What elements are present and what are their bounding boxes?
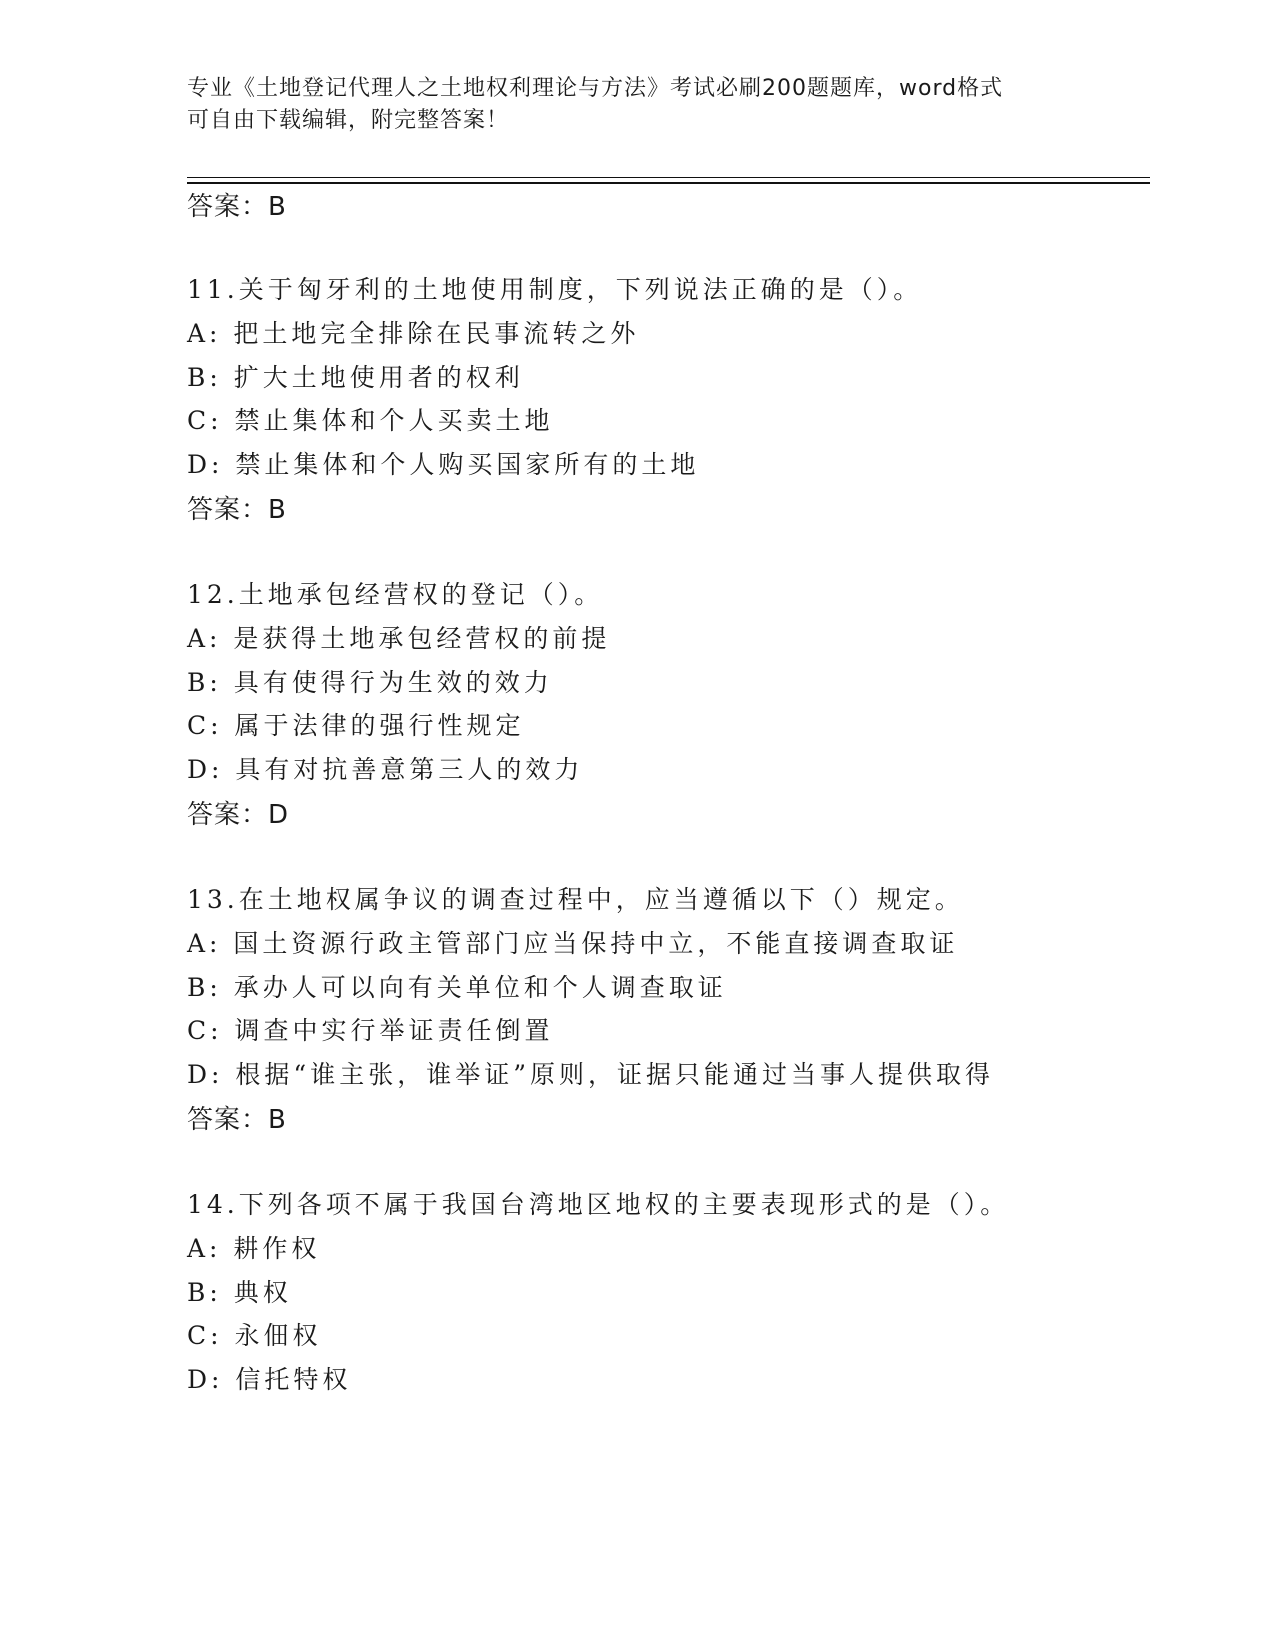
question-14-option-a: A: 耕作权 bbox=[187, 1234, 321, 1263]
header-line-2: 可自由下载编辑，附完整答案！ bbox=[187, 108, 510, 133]
question-11-option-c: C: 禁止集体和个人买卖土地 bbox=[187, 406, 554, 435]
question-12-stem: 12.土地承包经营权的登记（）。 bbox=[187, 580, 604, 609]
question-14-stem: 14.下列各项不属于我国台湾地区地权的主要表现形式的是（）。 bbox=[187, 1190, 1010, 1219]
question-11-stem: 11.关于匈牙利的土地使用制度，下列说法正确的是（）。 bbox=[187, 275, 923, 304]
question-12-option-c: C: 属于法律的强行性规定 bbox=[187, 711, 525, 740]
question-14-option-d: D: 信托特权 bbox=[187, 1365, 352, 1394]
document-header bbox=[187, 73, 1067, 137]
question-13-option-b: B: 承办人可以向有关单位和个人调查取证 bbox=[187, 973, 727, 1002]
header-divider-thin bbox=[187, 177, 1150, 178]
question-12-option-a: A: 是获得土地承包经营权的前提 bbox=[187, 624, 611, 653]
header-divider-thick bbox=[187, 182, 1150, 184]
question-13-option-c: C: 调查中实行举证责任倒置 bbox=[187, 1016, 554, 1045]
question-14-option-b: B: 典权 bbox=[187, 1278, 292, 1307]
question-14-option-c: C: 永佃权 bbox=[187, 1321, 322, 1350]
question-11-option-b: B: 扩大土地使用者的权利 bbox=[187, 363, 524, 392]
question-12-answer: 答案：D bbox=[187, 800, 290, 830]
question-12-option-d: D: 具有对抗善意第三人的效力 bbox=[187, 755, 584, 784]
previous-answer: 答案：B bbox=[187, 192, 287, 222]
question-13-stem: 13.在土地权属争议的调查过程中，应当遵循以下（）规定。 bbox=[187, 885, 964, 914]
question-11-option-d: D: 禁止集体和个人购买国家所有的土地 bbox=[187, 450, 700, 479]
header-line-1: 专业《土地登记代理人之土地权利理论与方法》考试必刷200题题库，word格式 bbox=[187, 76, 1004, 101]
question-13-option-d: D: 根据“谁主张，谁举证”原则，证据只能通过当事人提供取得 bbox=[187, 1060, 994, 1089]
question-11-option-a: A: 把土地完全排除在民事流转之外 bbox=[187, 319, 640, 348]
question-12-option-b: B: 具有使得行为生效的效力 bbox=[187, 668, 553, 697]
question-11-answer: 答案：B bbox=[187, 495, 287, 525]
question-13-option-a: A: 国土资源行政主管部门应当保持中立，不能直接调查取证 bbox=[187, 929, 959, 958]
question-13-answer: 答案：B bbox=[187, 1105, 287, 1135]
